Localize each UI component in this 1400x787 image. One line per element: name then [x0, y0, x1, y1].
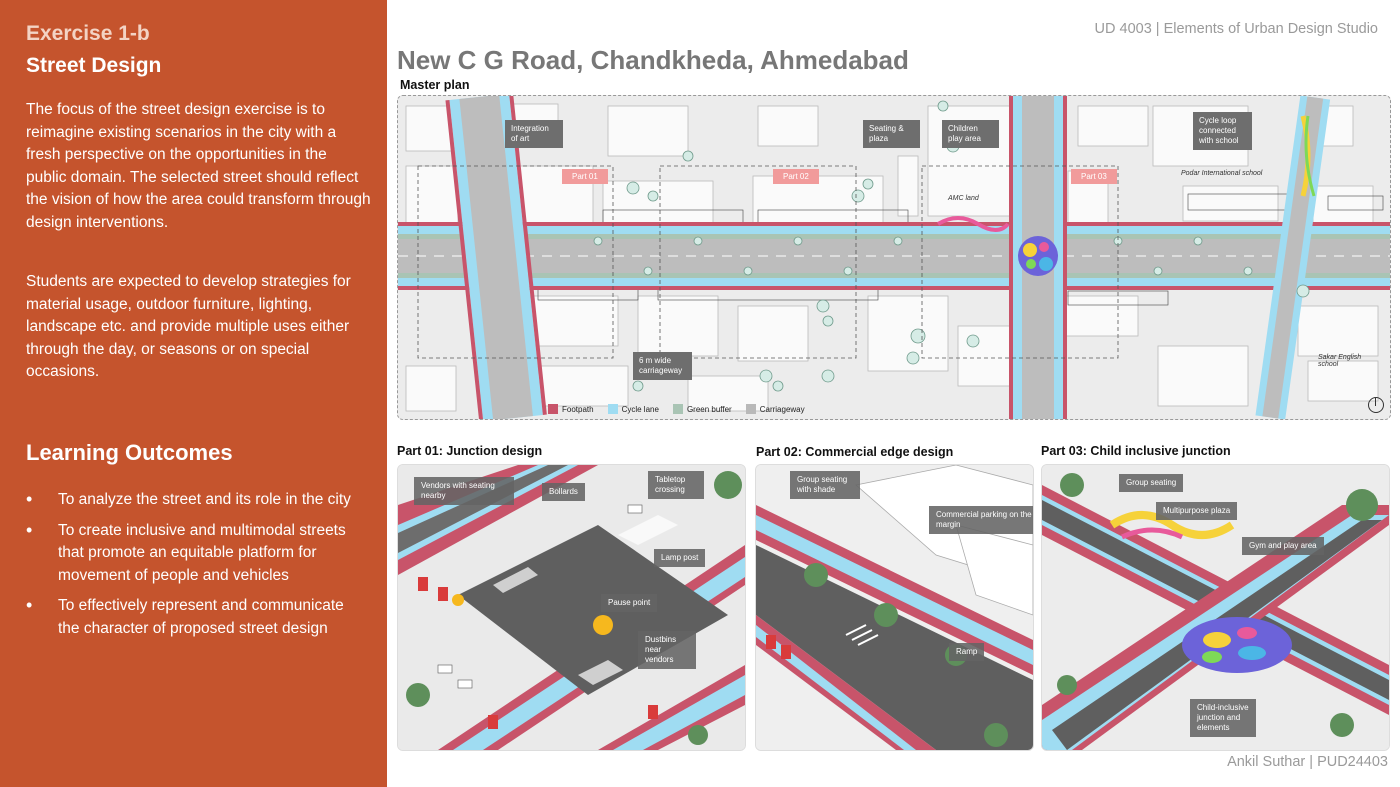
outcome-item: • To create inclusive and multimodal streets that promote an equitable platform for movement of people and vehicles [26, 520, 361, 588]
callout-commercial-parking: Commercial parking on the margin [929, 506, 1034, 534]
podar-school-label: Podar International school [1181, 170, 1263, 177]
legend-swatch [608, 404, 618, 414]
legend-item [746, 404, 805, 414]
callout-ramp: Ramp [949, 643, 984, 661]
map-legend [548, 404, 805, 414]
part-03-illustration [1041, 464, 1390, 751]
callout-group-seating-shade: Group seating with shade [790, 471, 860, 499]
legend-swatch [548, 404, 558, 414]
legend-label: Carriageway [759, 404, 805, 414]
learning-outcomes-list [26, 489, 361, 649]
legend-item [673, 404, 732, 414]
left-panel [0, 0, 387, 787]
legend-swatch [746, 404, 756, 414]
callout-lamp-post: Lamp post [654, 549, 705, 567]
outcome-item: • To effectively represent and communicate the character of proposed street design [26, 595, 361, 640]
callout-vendors-seating: Vendors with seating nearby [414, 477, 514, 505]
callout-group-seating: Group seating [1119, 474, 1183, 492]
callout-carriageway: 6 m wide carriageway [633, 352, 692, 380]
course-title: UD 4003 | Elements of Urban Design Studio [1094, 21, 1378, 37]
exercise-title: Street Design [26, 54, 162, 77]
callout-tabletop-crossing: Tabletop crossing [648, 471, 704, 499]
master-plan-map [397, 95, 1391, 420]
part-01-label: Part 01 [562, 169, 608, 184]
legend-label: Green buffer [686, 404, 732, 414]
sakar-school-label: Sakar English school [1318, 354, 1362, 368]
part-03-label: Part 03 [1071, 169, 1117, 184]
legend-label: Cycle lane [621, 404, 659, 414]
learning-outcomes-heading: Learning Outcomes [26, 440, 233, 465]
callout-pause-point: Pause point [601, 594, 657, 612]
part-02-label: Part 02 [773, 169, 819, 184]
callout-children-play-area: Children play area [942, 120, 999, 148]
callout-child-inclusive-junction: Child-inclusive junction and elements [1190, 699, 1256, 737]
north-arrow-icon [1368, 397, 1384, 413]
callout-dustbins: Dustbins near vendors [638, 631, 696, 669]
legend-label: Footpath [562, 404, 594, 414]
part-03-title: Part 03: Child inclusive junction [1041, 444, 1231, 458]
callout-cycle-loop: Cycle loop connected with school [1193, 112, 1252, 150]
part-01-illustration [397, 464, 746, 751]
callout-seating-plaza: Seating & plaza [863, 120, 920, 148]
callout-gym-play-area: Gym and play area [1242, 537, 1324, 555]
callout-bollards: Bollards [542, 483, 585, 501]
amc-land-label: AMC land [948, 195, 979, 202]
intro-paragraph: The focus of the street design exercise is to reimagine existing scenarios in the city with a fresh perspective on the opportunities in the public domain. The selected street should reflect the vision of how the area could transform through design interventions. [26, 101, 371, 231]
outcome-item: • To analyze the street and its role in the city [26, 489, 361, 512]
junction-drawing [398, 465, 745, 750]
callout-multipurpose-plaza: Multipurpose plaza [1156, 502, 1237, 520]
part-02-illustration [755, 464, 1034, 751]
page-title: New C G Road, Chandkheda, Ahmedabad [397, 45, 909, 75]
master-plan-label: Master plan [400, 78, 470, 92]
expectations-paragraph: Students are expected to develop strategies for material usage, outdoor furniture, lighting, landscape etc. and provide multiple uses either through the day, or seasons or on special occasions. [26, 273, 351, 381]
exercise-number: Exercise 1-b [26, 22, 150, 45]
legend-item [548, 404, 594, 414]
part-02-title: Part 02: Commercial edge design [756, 445, 954, 459]
legend-swatch [673, 404, 683, 414]
callout-integration-of-art: Integration of art [505, 120, 563, 148]
legend-item [608, 404, 659, 414]
part-01-title: Part 01: Junction design [397, 444, 543, 458]
author-credit: Ankil Suthar | PUD24403 [1227, 754, 1388, 770]
